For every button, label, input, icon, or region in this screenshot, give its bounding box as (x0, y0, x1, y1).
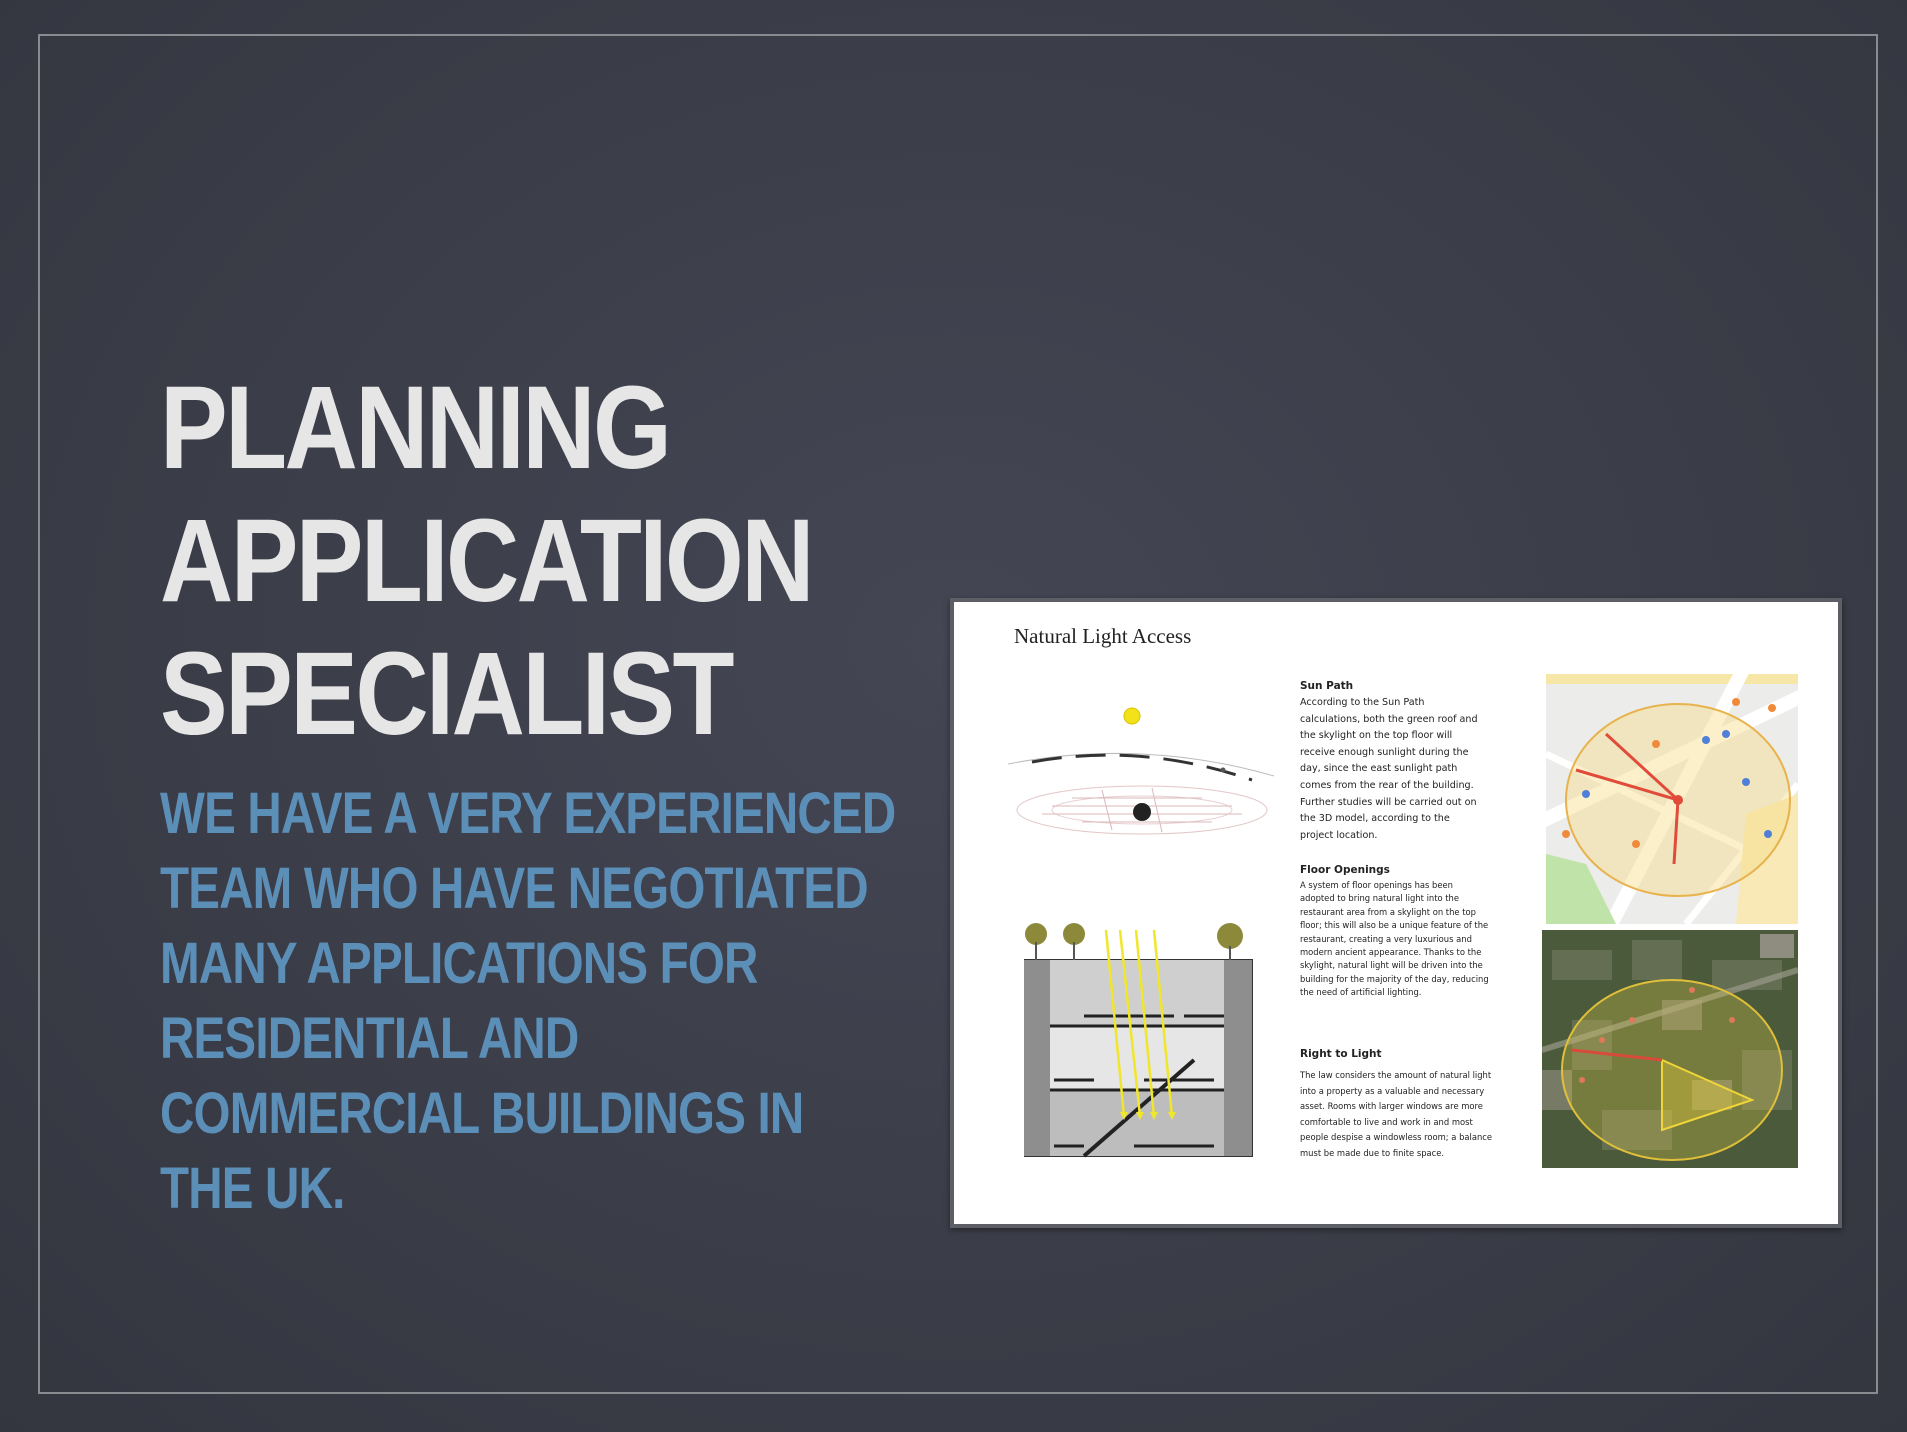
text-line: comes from the rear of the building. (1300, 779, 1474, 791)
text-line: modern ancient appearance. Thanks to the (1300, 947, 1482, 958)
subtitle-line: COMMERCIAL BUILDINGS IN (160, 1081, 804, 1146)
text-line: building for the majority of the day, reducing (1300, 973, 1489, 984)
subtitle-line: MANY APPLICATIONS FOR (160, 931, 758, 996)
street-map-image (1546, 674, 1798, 924)
title-line: SPECIALIST (160, 628, 732, 760)
section-heading: Right to Light (1300, 1048, 1382, 1060)
text-line: calculations, both the green roof and (1300, 713, 1478, 725)
document-preview (950, 598, 1842, 1228)
aerial-photo-image (1542, 930, 1798, 1168)
text-line: the skylight on the top floor will (1300, 730, 1453, 742)
section-body (1300, 695, 1512, 844)
text-line: must be made due to finite space. (1300, 1147, 1445, 1158)
sun-path-diagram (1002, 702, 1282, 882)
section-heading: Floor Openings (1300, 864, 1390, 876)
section-body (1300, 879, 1512, 1000)
text-line: the 3D model, according to the (1300, 813, 1450, 825)
slide-subtitle (160, 776, 895, 1226)
text-line: adopted to bring natural light into the (1300, 893, 1460, 904)
building-section-drawing (1024, 920, 1256, 1160)
slide-title (160, 362, 812, 761)
text-line: floor; this will also be a unique feature of the (1300, 920, 1489, 931)
text-line: project location. (1300, 829, 1378, 841)
text-line: receive enough sunlight during the (1300, 746, 1469, 758)
title-line: APPLICATION (160, 495, 812, 627)
subtitle-line: RESIDENTIAL AND (160, 1006, 579, 1071)
sun-path-section (1300, 680, 1512, 844)
section-heading: Sun Path (1300, 680, 1354, 692)
text-line: restaurant, creating a very luxurious and (1300, 933, 1472, 944)
subtitle-line: THE UK. (160, 1156, 345, 1221)
floor-openings-section (1300, 864, 1512, 1000)
text-line: day, since the east sunlight path (1300, 763, 1458, 775)
text-line: Further studies will be carried out on (1300, 796, 1477, 808)
subtitle-line: WE HAVE A VERY EXPERIENCED (160, 781, 896, 846)
text-line: asset. Rooms with larger windows are more (1300, 1101, 1483, 1112)
text-line: restaurant area from a skylight on the top (1300, 906, 1476, 917)
right-to-light-section (1300, 1048, 1512, 1162)
text-line: comfortable to live and work in and most (1300, 1116, 1473, 1127)
text-line: skylight, natural light will be driven into the (1300, 960, 1483, 971)
text-line: A system of floor openings has been (1300, 880, 1453, 890)
text-line: people despise a windowless room; a balance (1300, 1132, 1493, 1143)
section-body (1300, 1068, 1512, 1162)
text-line: into a property as a valuable and necessary (1300, 1085, 1485, 1096)
text-line: The law considers the amount of natural light (1300, 1070, 1492, 1080)
subtitle-line: TEAM WHO HAVE NEGOTIATED (160, 856, 868, 921)
text-line: the need of artificial lighting. (1300, 987, 1422, 998)
text-line: According to the Sun Path (1300, 697, 1425, 708)
document-title: Natural Light Access (1014, 624, 1192, 648)
title-line: PLANNING (160, 362, 670, 494)
